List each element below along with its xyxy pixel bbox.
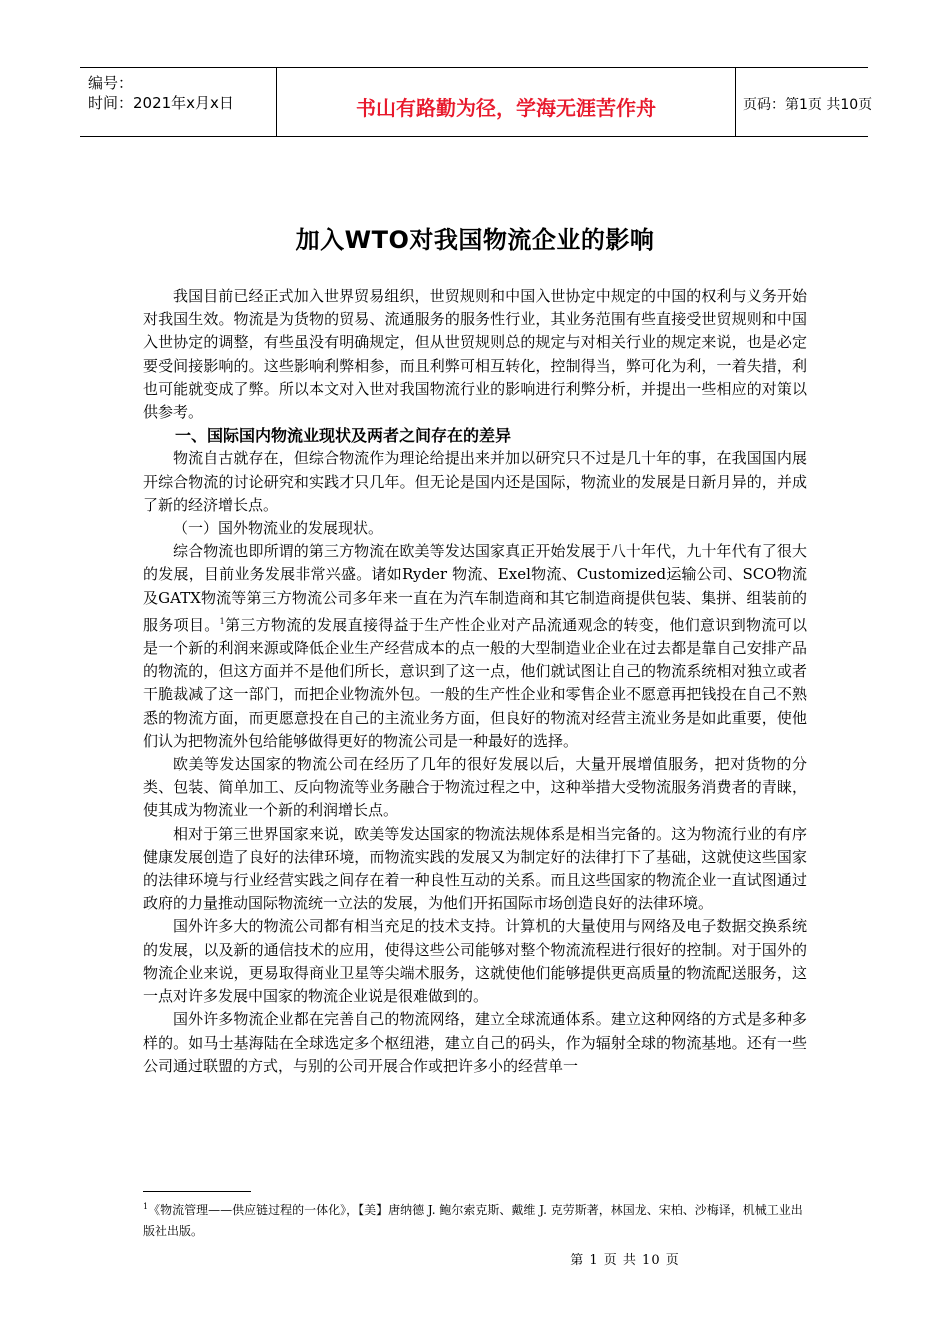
document-title: 加入WTO对我国物流企业的影响 bbox=[295, 226, 655, 254]
paragraph-overview: 物流自古就存在，但综合物流作为理论给提出来并加以研究只不过是几十年的事，在我国国内展开综合物流的讨论研究和实践才只几年。但无论是国内还是国际，物流业的发展是日新月异的，并成了新的经济增长点。 bbox=[143, 449, 807, 514]
page-footer: 第 1 页 共 10 页 bbox=[570, 1253, 680, 1268]
page-info: 页码：第1页 共10页 bbox=[743, 97, 873, 113]
document-header bbox=[80, 67, 873, 137]
paragraph-technology: 国外许多大的物流公司都有相当充足的技术支持。计算机的大量使用与网络及电子数据交换系统的发展，以及新的通信技术的应用，使得这些公司能够对整个物流流程进行很好的控制。对于国外的物流企业来说，更易取得商业卫星等尖端术服务，这就使他们能够提供更高质量的物流配送服务，这一点对许多发展中国家的物流企业说是很难做到的。 bbox=[143, 917, 807, 1006]
footnote-divider bbox=[143, 1191, 251, 1192]
paragraph-text-part-b: 第三方物流的发展直接得益于生产性企业对产品流通观念的转变，他们意识到物流可以是一个新的利润来源或降低企业生产经营成本的点一般的大型制造业企业在过去都是靠自己安排产品的物流的，但这方面并不是他们所长，意识到了这一点，他们就试图让自己的物流系统相对独立或者干脆裁减了这一部门，而把企业物流外包。一般的生产性企业和零售企业不愿意再把钱投在自己不熟悉的物流方面，而更愿意投在自己的主流业务方面，但良好的物流对经营主流业务是如此重要，使他们认为把物流外包给能够做得更好的物流公司是一种最好的选择。 bbox=[143, 615, 807, 750]
paragraph-third-party-logistics bbox=[143, 540, 807, 753]
subsection-heading: （一）国外物流业的发展现状。 bbox=[173, 519, 384, 538]
footnote-text: 《物流管理——供应链过程的一体化》，【美】唐纳德 J. 鲍尔索克斯、戴维 J. 克劳斯著，林国龙、宋柏、沙梅译，机械工业出版社出版。 bbox=[143, 1203, 803, 1238]
paragraph-text-part-a: 综合物流也即所谓的第三方物流在欧美等发达国家真正开始发展于八十年代，九十年代有了很大的发展，目前业务发展非常兴盛。诸如Ryder 物流、Exel物流、Customized运输公司、SCO物流及GATX物流等第三方物流公司多年来一直在为汽车制造商和其它制造商提供包装、集拼、组装前的服务项目。 bbox=[143, 542, 807, 634]
footnote-mark: 1 bbox=[143, 1202, 149, 1211]
time-label: 时间：2021年x月x日 bbox=[88, 94, 234, 112]
header-meta-cell bbox=[80, 68, 276, 136]
number-label: 编号： bbox=[88, 74, 134, 92]
footnote bbox=[143, 1196, 807, 1242]
document-body bbox=[143, 285, 807, 1078]
header-motto-cell bbox=[276, 68, 736, 136]
paragraph-legal: 相对于第三世界国家来说，欧美等发达国家的物流法规体系是相当完备的。这为物流行业的有序健康发展创造了良好的法律环境，而物流实践的发展又为制定好的法律打下了基础，这就使这些国家的法律环境与行业经营实践之间存在着一种良性互动的关系。而且这些国家的物流企业一直试图通过政府的力量推动国际物流统一立法的发展，为他们开拓国际市场创造良好的法律环境。 bbox=[143, 824, 807, 913]
paragraph-intro: 我国目前已经正式加入世界贸易组织，世贸规则和中国入世协定中规定的中国的权利与义务开始对我国生效。物流是为货物的贸易、流通服务的服务性行业，其业务范围有些直接受世贸规则和中国入世协定的调整，有些虽没有明确规定，但从世贸规则总的规定与对相关行业的规定来说，也是必定要受间接影响的。这些影响利弊相参，而且利弊可相互转化，控制得当，弊可化为利，一着失措，利也可能就变成了弊。所以本文对入世对我国物流行业的影响进行利弊分析，并提出一些相应的对策以供参考。 bbox=[143, 287, 807, 422]
paragraph-network: 国外许多物流企业都在完善自己的物流网络，建立全球流通体系。建立这种网络的方式是多种多样的。如马士基海陆在全球选定多个枢纽港，建立自己的码头，作为辐射全球的物流基地。还有一些公司通过联盟的方式，与别的公司开展合作或把许多小的经营单一 bbox=[143, 1010, 807, 1075]
paragraph-value-added: 欧美等发达国家的物流公司在经历了几年的很好发展以后，大量开展增值服务，把对货物的分类、包装、简单加工、反向物流等业务融合于物流过程之中，这种举措大受物流服务消费者的青睐，使其成为物流业一个新的利润增长点。 bbox=[143, 755, 807, 820]
footnote-reference: 1 bbox=[219, 616, 225, 626]
section-heading: 一、国际国内物流业现状及两者之间存在的差异 bbox=[175, 426, 512, 446]
motto: 书山有路勤为径，学海无涯苦作舟 bbox=[356, 96, 656, 120]
header-page-cell bbox=[735, 68, 873, 136]
